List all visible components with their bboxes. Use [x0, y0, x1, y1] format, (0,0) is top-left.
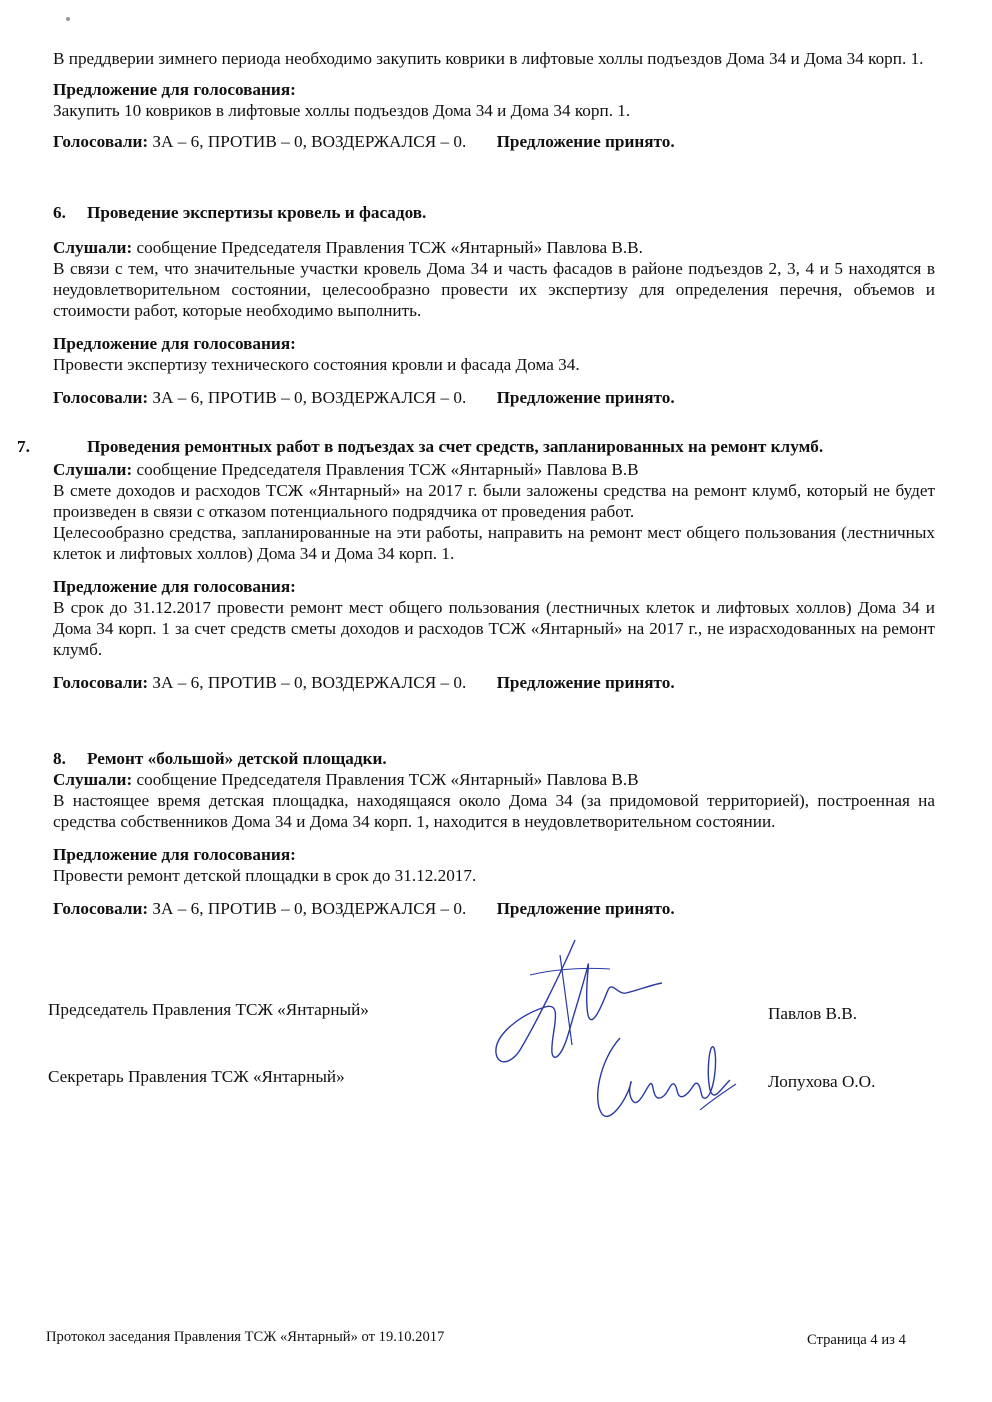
proposal-label: Предложение для голосования: — [53, 334, 296, 353]
vote-label: Голосовали: — [53, 673, 149, 692]
item-heading — [17, 436, 935, 457]
vote-label: Голосовали: — [53, 388, 149, 407]
intro-proposal-label: Предложение для голосования: — [53, 80, 296, 99]
vote-line — [53, 387, 935, 408]
intro-proposal-text: Закупить 10 ковриков в лифтовые холлы подъездов Дома 34 и Дома 34 корп. 1. — [53, 101, 631, 120]
vote-text: ЗА – 6, ПРОТИВ – 0, ВОЗДЕРЖАЛСЯ – 0. — [152, 673, 467, 692]
heard-line — [53, 769, 935, 790]
heard-text: сообщение Председателя Правления ТСЖ «Янтарный» Павлова В.В. — [136, 238, 643, 257]
vote-line — [53, 898, 935, 919]
proposal-text: Провести ремонт детской площадки в срок до 31.12.2017. — [53, 866, 477, 885]
vote-text: ЗА – 6, ПРОТИВ – 0, ВОЗДЕРЖАЛСЯ – 0. — [152, 388, 467, 407]
heard-label: Слушали: — [53, 460, 133, 479]
item-number: 6. — [53, 203, 66, 222]
vote-label: Голосовали: — [53, 132, 149, 151]
item-title: Проведения ремонтных работ в подъездах за счет средств, запланированных на ремонт клумб. — [87, 437, 824, 456]
proposal-text: Провести экспертизу технического состояния кровли и фасада Дома 34. — [53, 355, 580, 374]
footer-protocol-title: Протокол заседания Правления ТСЖ «Янтарный» от 19.10.2017 — [46, 1329, 445, 1345]
scan-speck — [66, 17, 70, 21]
vote-line — [53, 672, 935, 693]
item-title: Проведение экспертизы кровель и фасадов. — [87, 203, 427, 222]
heard-line — [53, 237, 935, 258]
vote-result: Предложение принято. — [496, 132, 675, 151]
item-number: 7. — [17, 437, 30, 456]
agenda-item-6 — [53, 202, 935, 408]
proposal-text: В срок до 31.12.2017 провести ремонт мест общего пользования (лестничных клеток и лифтовых холлов) Дома 34 и Дома 34 корп. 1 за счет средств сметы доходов и расходов ТСЖ «Янтарный» на 2017 г., не израсходованных на ремонт клумб. — [53, 598, 935, 659]
secretary-name: Лопухова О.О. — [768, 1072, 876, 1091]
vote-result: Предложение принято. — [496, 899, 675, 918]
heard-line — [53, 459, 935, 480]
heard-label: Слушали: — [53, 238, 133, 257]
secretary-role: Секретарь Правления ТСЖ «Янтарный» — [48, 1067, 345, 1086]
intro-text: В преддверии зимнего периода необходимо закупить коврики в лифтовые холлы подъездов Дома 34 и Дома 34 корп. 1. — [53, 49, 924, 68]
intro-vote-line — [53, 131, 935, 152]
heard-label: Слушали: — [53, 770, 133, 789]
vote-result: Предложение принято. — [496, 673, 675, 692]
item-title: Ремонт «большой» детской площадки. — [87, 749, 387, 768]
chairman-name: Павлов В.В. — [768, 1004, 858, 1023]
heard-text: сообщение Председателя Правления ТСЖ «Янтарный» Павлова В.В — [136, 770, 639, 789]
footer-page-number: Страница 4 из 4 — [807, 1332, 906, 1348]
item-body-paragraph: Целесообразно средства, запланированные на эти работы, направить на ремонт мест общего пользования (лестничных клеток и лифтовых холлов) Дома 34 и Дома 34 корп. 1. — [53, 523, 935, 563]
vote-text: ЗА – 6, ПРОТИВ – 0, ВОЗДЕРЖАЛСЯ – 0. — [152, 899, 467, 918]
heard-text: сообщение Председателя Правления ТСЖ «Янтарный» Павлова В.В — [136, 460, 639, 479]
item-body-paragraph: В связи с тем, что значительные участки кровель Дома 34 и часть фасадов в районе подъездов 2, 3, 4 и 5 находятся в неудовлетворительном состоянии, целесообразно провести их экспертизу для определения перечня, объемов и стоимости работ, которые необходимо выполнить. — [53, 259, 935, 320]
vote-label: Голосовали: — [53, 899, 149, 918]
secretary-signature-image — [590, 1030, 740, 1130]
intro-section — [53, 48, 935, 152]
agenda-item-7 — [17, 436, 935, 693]
agenda-item-8 — [53, 748, 935, 919]
proposal-label: Предложение для голосования: — [53, 845, 296, 864]
vote-result: Предложение принято. — [496, 388, 675, 407]
item-body-paragraph: В смете доходов и расходов ТСЖ «Янтарный» на 2017 г. были заложены средства на ремонт клумб, который не будет произведен в связи с отказом потенциального подрядчика от проведения работ. — [53, 481, 935, 521]
proposal-label: Предложение для голосования: — [53, 577, 296, 596]
item-heading — [53, 748, 935, 769]
item-body-paragraph: В настоящее время детская площадка, находящаяся около Дома 34 (за придомовой территорией), построенная на средства собственников Дома 34 и Дома 34 корп. 1, находится в неудовлетворительном состоянии. — [53, 791, 935, 831]
vote-text: ЗА – 6, ПРОТИВ – 0, ВОЗДЕРЖАЛСЯ – 0. — [152, 132, 467, 151]
item-number: 8. — [53, 749, 66, 768]
chairman-role: Председатель Правления ТСЖ «Янтарный» — [48, 1000, 369, 1019]
item-heading — [53, 202, 935, 223]
